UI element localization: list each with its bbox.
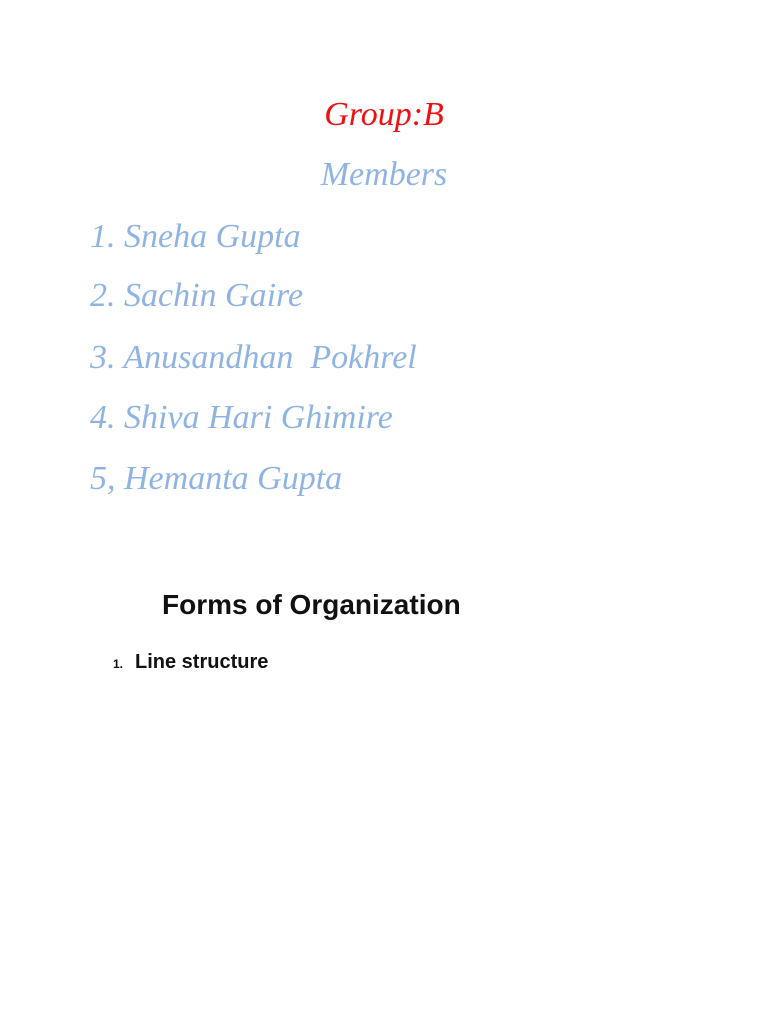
member-item: 5, Hemanta Gupta — [90, 460, 343, 497]
member-item: 2. Sachin Gaire — [90, 277, 304, 314]
member-item: 1. Sneha Gupta — [90, 218, 301, 255]
list-item — [113, 648, 268, 676]
list-item-text: Line structure — [135, 651, 269, 673]
member-item: 3. Anusandhan Pokhrel — [90, 339, 417, 376]
group-title: Group:B — [324, 96, 444, 133]
list-item-number: 1. — [113, 657, 124, 671]
member-item: 4. Shiva Hari Ghimire — [90, 399, 393, 436]
section-heading: Forms of Organization — [162, 589, 461, 620]
members-heading: Members — [320, 156, 448, 193]
